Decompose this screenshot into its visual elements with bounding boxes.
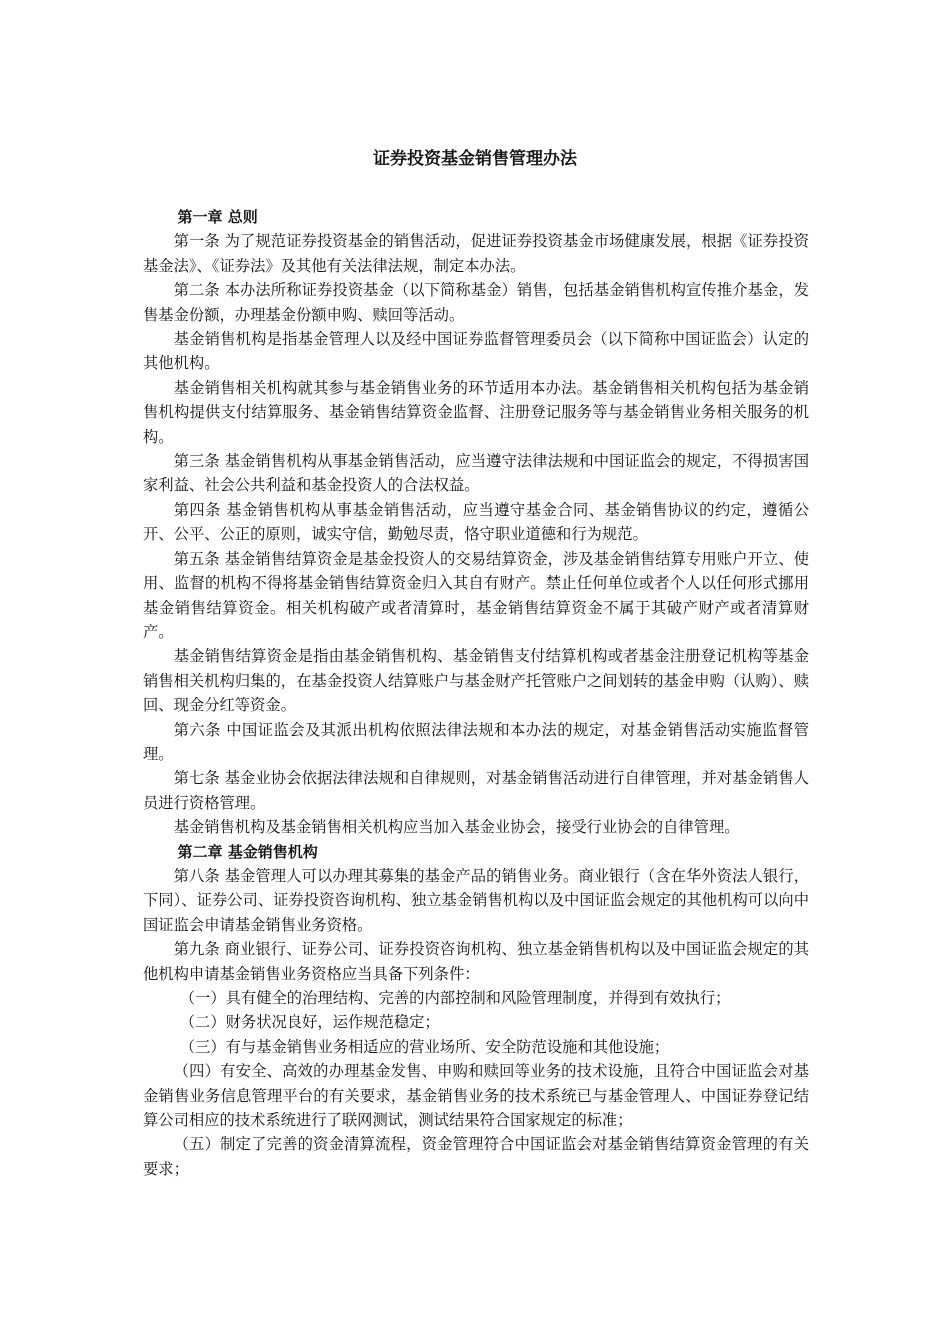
paragraph: 第六条 中国证监会及其派出机构依照法律法规和本办法的规定，对基金销售活动实施监督管理。: [143, 720, 809, 763]
document-body: [143, 205, 809, 1181]
paragraph: 基金销售机构是指基金管理人以及经中国证券监督管理委员会（以下简称中国证监会）认定的其他机构。: [143, 330, 809, 373]
paragraph: 第四条 基金销售机构从事基金销售活动，应当遵守基金合同、基金销售协议的约定，遵循公开、公平、公正的原则，诚实守信，勤勉尽责，恪守职业道德和行为规范。: [143, 500, 809, 544]
paragraph: 第一条 为了规范证券投资基金的销售活动，促进证券投资基金市场健康发展，根据《证券投资基金法》、《证券法》及其他有关法律法规，制定本办法。: [143, 232, 809, 275]
paragraph: 第八条 基金管理人可以办理其募集的基金产品的销售业务。商业银行（含在华外资法人银行，下同）、证券公司、证券投资咨询机构、独立基金销售机构以及中国证监会规定的其他机构可以向中国证监会申请基金销售业务资格。: [143, 866, 809, 934]
paragraph: （五）制定了完善的资金清算流程，资金管理符合中国证监会对基金销售结算资金管理的有关要求；: [143, 1135, 809, 1178]
chapter-heading: 第二章 基金销售机构: [177, 842, 318, 861]
paragraph: 基金销售结算资金是指由基金销售机构、基金销售支付结算机构或者基金注册登记机构等基金销售相关机构归集的，在基金投资人结算账户与基金财产托管账户之间划转的基金申购（认购）、赎回、现金分红等资金。: [143, 647, 809, 715]
list-item: （三）有与基金销售业务相适应的营业场所、安全防范设施和其他设施；: [179, 1037, 670, 1056]
paragraph: 基金销售相关机构就其参与基金销售业务的环节适用本办法。基金销售相关机构包括为基金销售机构提供支付结算服务、基金销售结算资金监督、注册登记服务等与基金销售业务相关服务的机构。: [143, 378, 809, 446]
chapter-heading: 第一章 总则: [177, 208, 258, 226]
document-title: 证券投资基金销售管理办法: [373, 149, 577, 169]
paragraph: 基金销售机构及基金销售相关机构应当加入基金业协会，接受行业协会的自律管理。: [173, 818, 740, 837]
paragraph: 第三条 基金销售机构从事基金销售活动，应当遵守法律法规和中国证监会的规定，不得损害国家利益、社会公共利益和基金投资人的合法权益。: [143, 452, 809, 495]
paragraph: 第七条 基金业协会依据法律法规和自律规则，对基金销售活动进行自律管理，并对基金销售人员进行资格管理。: [143, 769, 809, 812]
paragraph: 第九条 商业银行、证券公司、证券投资咨询机构、独立基金销售机构以及中国证监会规定的其他机构申请基金销售业务资格应当具备下列条件：: [143, 940, 809, 983]
paragraph: （四）有安全、高效的办理基金发售、申购和赎回等业务的技术设施，且符合中国证监会对基金销售业务信息管理平台的有关要求，基金销售业务的技术系统已与基金管理人、中国证券登记结算公司相应的技术系统进行了联网测试，测试结果符合国家规定的标准；: [143, 1062, 809, 1130]
list-item: （二）财务状况良好，运作规范稳定；: [179, 1013, 440, 1032]
paragraph: 第二条 本办法所称证券投资基金（以下简称基金）销售，包括基金销售机构宣传推介基金，发售基金份额，办理基金份额申购、赎回等活动。: [143, 281, 809, 324]
list-item: （一）具有健全的治理结构、完善的内部控制和风险管理制度，并得到有效执行；: [179, 989, 731, 1007]
paragraph: 第五条 基金销售结算资金是基金投资人的交易结算资金，涉及基金销售结算专用账户开立、使用、监督的机构不得将基金销售结算资金归入其自有财产。禁止任何单位或者个人以任何形式挪用基金销售结算资金。相关机构破产或者清算时，基金销售结算资金不属于其破产财产或者清算财产。: [143, 549, 809, 641]
